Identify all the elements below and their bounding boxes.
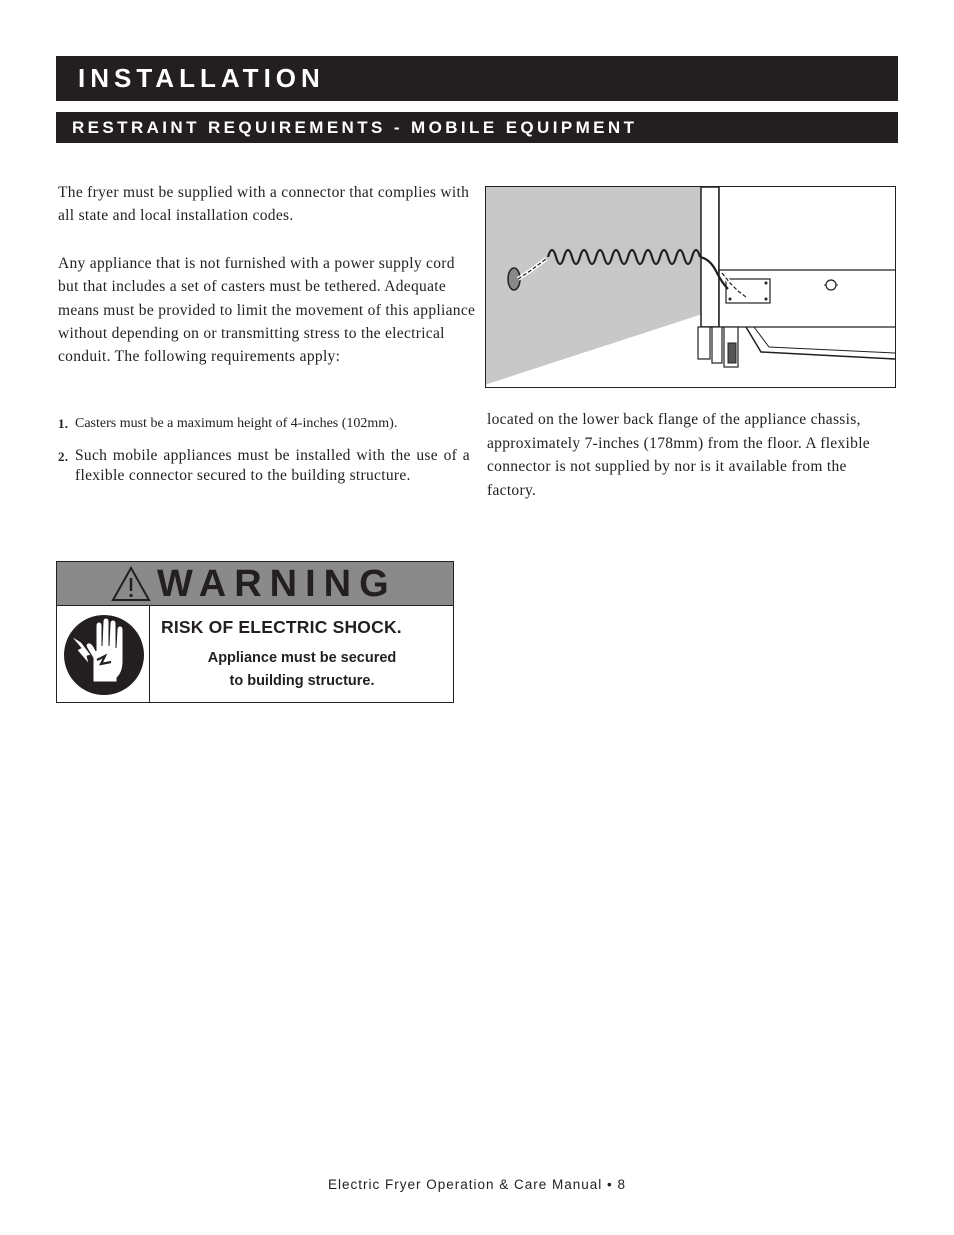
requirement-item-2 xyxy=(58,446,470,486)
fitting-icon xyxy=(826,280,836,290)
section-title: INSTALLATION xyxy=(78,63,325,93)
electric-shock-hand-icon xyxy=(57,606,149,702)
warning-triangle-icon xyxy=(111,566,151,602)
tether-illustration xyxy=(485,186,896,388)
fryer-tether-diagram xyxy=(486,187,895,387)
warning-title: WARNING xyxy=(157,563,397,605)
warning-risk-text: RISK OF ELECTRIC SHOCK. xyxy=(161,617,402,637)
caster-left xyxy=(698,327,710,359)
warning-box xyxy=(56,561,454,703)
subsection-title: RESTRAINT REQUIREMENTS - MOBILE EQUIPMENT xyxy=(72,118,638,137)
requirement-number: 1. xyxy=(58,416,69,431)
section-header xyxy=(56,56,898,101)
requirement-text: Casters must be a maximum height of 4-inches (102mm). xyxy=(75,416,398,431)
requirement-item-1 xyxy=(58,414,470,434)
continued-paragraph: located on the lower back flange of the appliance chassis, approximately 7-inches (178mm) from the floor. A flexible connector is not supplied by nor is it available from the factory. xyxy=(487,411,870,499)
shock-icon-cell xyxy=(57,606,150,702)
warning-header xyxy=(57,562,453,606)
page-footer: Electric Fryer Operation & Care Manual • 8 xyxy=(327,1177,627,1192)
requirement-number: 2. xyxy=(58,449,69,464)
appliance-body xyxy=(719,187,895,327)
requirement-text: Such mobile appliances must be installed with the use of a flexible connector secured to the building structure. xyxy=(75,447,470,484)
mounting-plate xyxy=(726,279,770,303)
warning-instruction-line-2: to building structure. xyxy=(229,673,375,689)
base-edge xyxy=(746,327,895,359)
subsection-header xyxy=(56,112,898,143)
warning-instruction-line-1: Appliance must be secured xyxy=(207,650,397,666)
intro-paragraph-2: Any appliance that is not furnished with a power supply cord but that includes a set of casters must be tethered. Adequate means must be provided to limit the movement of this appliance without depending on or transmitting stress to the electrical conduit. The following requirements apply: xyxy=(58,255,476,366)
intro-paragraph-1: The fryer must be supplied with a connector that complies with all state and local installation codes. xyxy=(58,184,470,225)
